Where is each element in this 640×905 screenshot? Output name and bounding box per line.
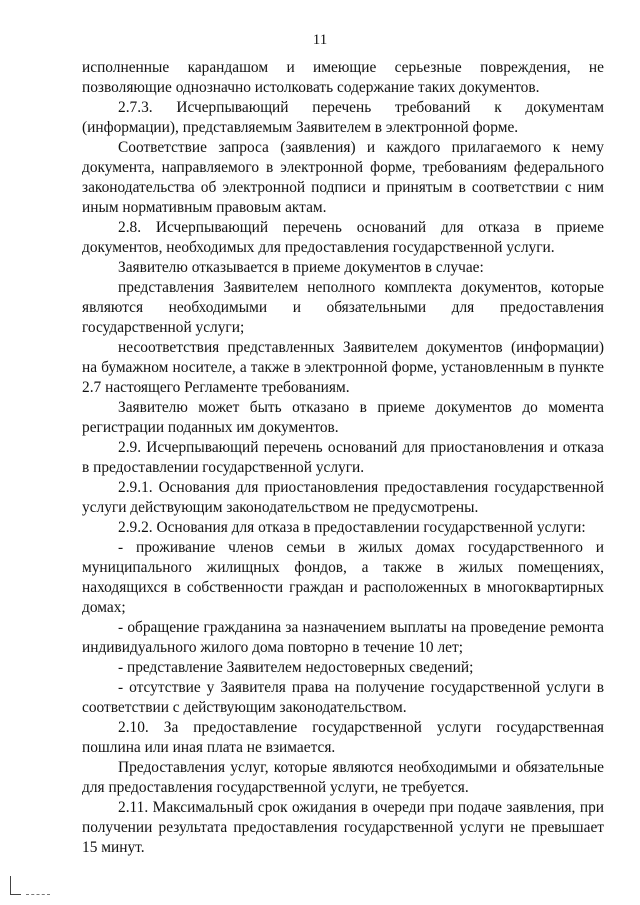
paragraph-required-services: Предоставления услуг, которые являются необходимыми и обязательные для предоставления государственной услуги, не требуется. bbox=[82, 759, 604, 796]
list-item-housing: - проживание членов семьи в жилых домах государственного и муниципального жилищных фондов, а также в жилых помещениях, находящихся в собственности граждан и расположенных в многоквартирных домах; bbox=[82, 539, 604, 616]
paragraph-noncompliance: несоответствия представленных Заявителем документов (информации) на бумажном носителе, а также в электронной форме, установленным в пункте 2.7 настоящего Регламенте требованиям. bbox=[82, 339, 604, 396]
list-item-repeat-request: - обращение гражданина за назначением выплаты на проведение ремонта индивидуального жилого дома повторно в течение 10 лет; bbox=[82, 619, 604, 656]
document-body bbox=[82, 58, 604, 858]
scan-edge-dash bbox=[26, 894, 50, 895]
paragraph-2-10: 2.10. За предоставление государственной услуги государственная пошлина или иная плата не взимается. bbox=[82, 719, 604, 756]
scan-corner-mark bbox=[10, 876, 21, 895]
paragraph-request-compliance: Соответствие запроса (заявления) и каждого прилагаемого к нему документа, направляемого в электронной форме, требованиям федерального законодательства об электронной подписи и принятым в соответствии с ним иным нормативным правовым актам. bbox=[82, 139, 604, 216]
page-number: 11 bbox=[312, 32, 328, 48]
paragraph-2-7-3: 2.7.3. Исчерпывающий перечень требований к документам (информации), представляемым Заявителем в электронной форме. bbox=[82, 99, 604, 136]
paragraph-2-11: 2.11. Максимальный срок ожидания в очереди при подаче заявления, при получении результата предоставления государственной услуги не превышает 15 минут. bbox=[82, 799, 604, 856]
paragraph-refusal-intro: Заявителю отказывается в приеме документов в случае: bbox=[118, 259, 484, 276]
paragraph-2-9: 2.9. Исчерпывающий перечень оснований для приостановления и отказа в предоставлении государственной услуги. bbox=[82, 439, 604, 476]
paragraph-incomplete-set: представления Заявителем неполного комплекта документов, которые являются необходимыми и обязательными для предоставления государственной услуги; bbox=[82, 279, 604, 336]
paragraph-continuation: исполненные карандашом и имеющие серьезные повреждения, не позволяющие однозначно истолковать содержание таких документов. bbox=[82, 59, 604, 96]
paragraph-2-8: 2.8. Исчерпывающий перечень оснований для отказа в приеме документов, необходимых для предоставления государственной услуги. bbox=[82, 219, 604, 256]
paragraph-2-9-1: 2.9.1. Основания для приостановления предоставления государственной услуги действующим законодательством не предусмотрены. bbox=[82, 479, 604, 516]
list-item-false-info: - представление Заявителем недостоверных сведений; bbox=[118, 659, 474, 676]
list-item-no-right: - отсутствие у Заявителя права на получение государственной услуги в соответствии с действующим законодательством. bbox=[82, 679, 604, 716]
paragraph-refusal-before-registration: Заявителю может быть отказано в приеме документов до момента регистрации поданных им документов. bbox=[82, 399, 604, 436]
paragraph-2-9-2: 2.9.2. Основания для отказа в предоставлении государственной услуги: bbox=[118, 519, 586, 536]
